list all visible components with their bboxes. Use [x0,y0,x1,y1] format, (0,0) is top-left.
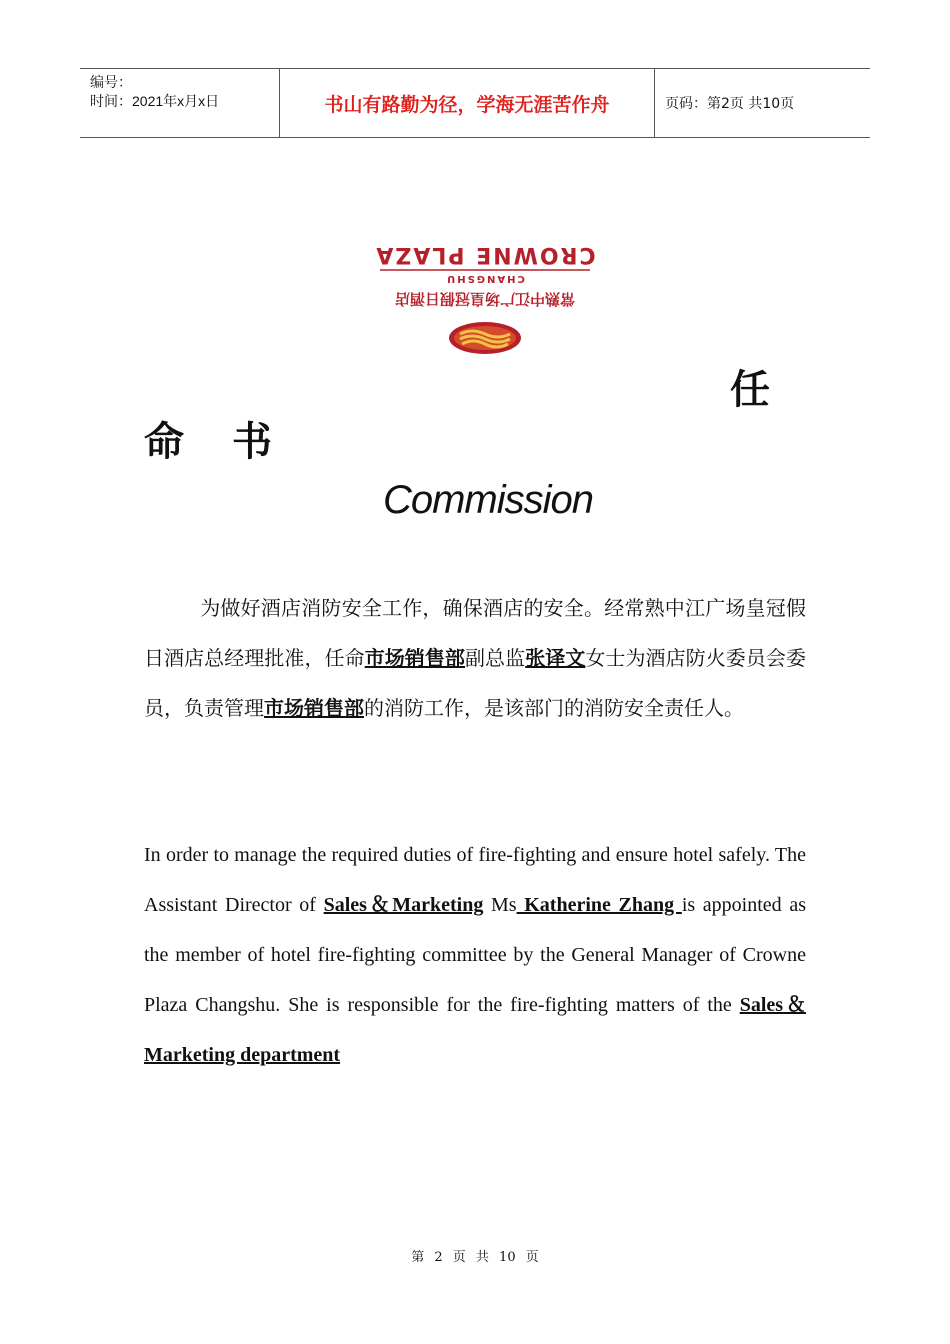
cn-text-4: 的消防工作，是该部门的消防安全责任人。 [364,696,744,720]
en-text-3: is appointed as the member of hotel fire-fighting committee by the General Manager of Crowne Plaza Changshu. She is responsible for the fire-fighting matters of the [144,894,806,1016]
en-dept-1: Sales＆Marketing [323,894,484,916]
crowne-plaza-emblem-icon [449,322,521,354]
header-table [80,68,870,138]
chinese-paragraph [144,583,806,733]
time-label: 时间：2021年x月x日 [90,93,220,109]
header-page-info: 页码：第2页 共10页 [665,96,795,112]
number-label: 编号： [90,74,132,90]
cn-text-3: 女士为酒店防火委员会委员，负责管理 [144,646,806,720]
english-paragraph [144,830,806,1080]
title-char-ren: 任 [730,367,770,413]
logo-cn-name: 常熟中江广场皇冠假日酒店 [394,290,576,308]
hotel-logo [370,238,600,358]
header-left-cell [80,69,280,137]
cn-text-2: 副总监 [465,646,526,670]
en-dept-2: Sales＆Marketing department [144,994,806,1066]
cn-dept-1: 市场销售部 [364,646,465,670]
crowne-plaza-logo-svg [370,238,600,358]
en-name: Katherine Zhang [516,894,682,916]
en-text-2: Ms [483,894,517,916]
logo-city: CHANGSHU [445,273,525,284]
title-english: Commission [382,478,594,522]
logo-brand: CROWNE PLAZA [374,242,596,267]
en-text-1: In order to manage the required duties of fire-fighting and ensure hotel safely. The Assistant Director of [144,844,806,916]
cn-name: 张译文 [525,646,586,670]
cn-dept-2: 市场销售部 [264,696,364,720]
cn-text-1: 为做好酒店消防安全工作，确保酒店的安全。经常熟中江广场皇冠假日酒店总经理批准，任命 [144,596,806,670]
title-chars-mingshu: 命书 [144,419,320,465]
page-footer: 第 2 页 共 10 页 [411,1250,539,1265]
header-motto: 书山有路勤为径，学海无涯苦作舟 [280,69,655,137]
